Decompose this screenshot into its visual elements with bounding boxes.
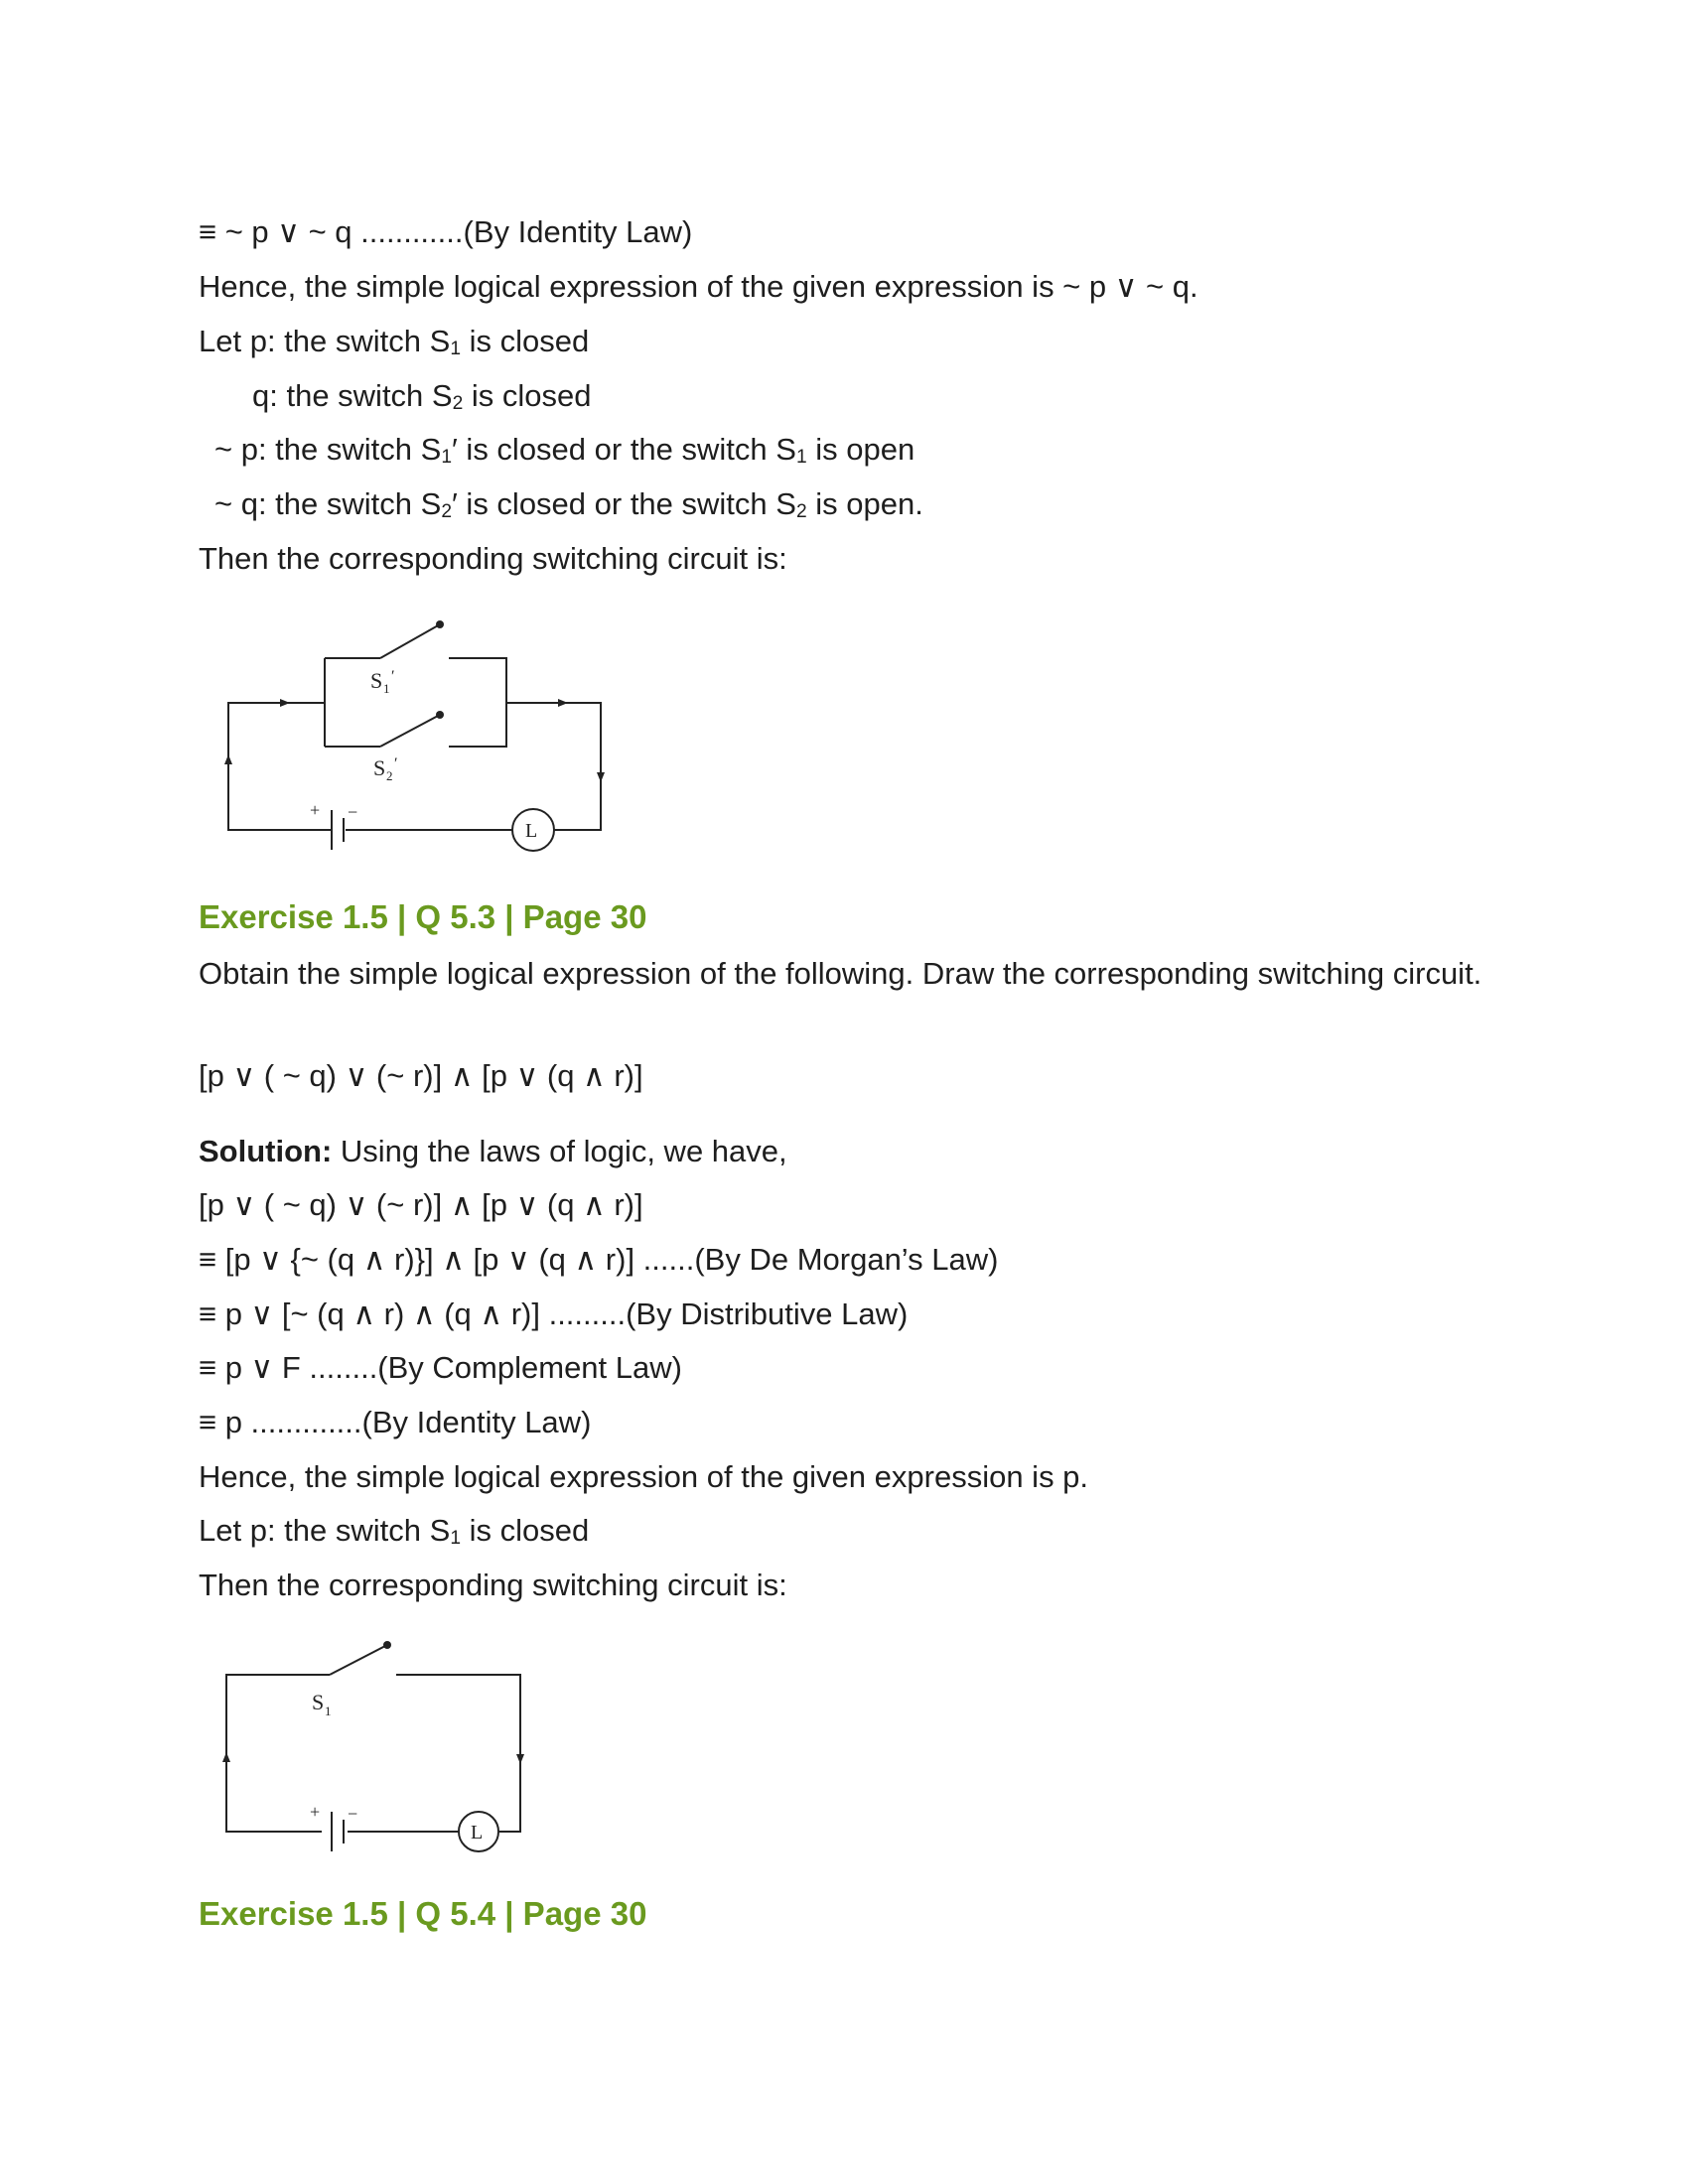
solution-step-3: ≡ p ∨ [~ (q ∧ r) ∧ (q ∧ r)] .........(By Distributive Law) bbox=[199, 1297, 909, 1331]
solution-step-4: ≡ p ∨ F ........(By Complement Law) bbox=[199, 1350, 682, 1385]
solution-step-5: ≡ p .............(By Identity Law) bbox=[199, 1405, 592, 1439]
not-q-statement: ~ q: the switch S2′ is closed or the switch S2 is open. bbox=[214, 486, 923, 522]
solution-step-2: ≡ [p ∨ {~ (q ∧ r)}] ∧ [p ∨ (q ∧ r)] ......(By De Morgan’s Law) bbox=[199, 1242, 999, 1277]
svg-text:S: S bbox=[373, 755, 386, 780]
solution-intro: Solution: Using the laws of logic, we have, bbox=[199, 1134, 787, 1168]
svg-text:+: + bbox=[310, 800, 321, 820]
svg-text:S: S bbox=[312, 1690, 325, 1714]
svg-text:′: ′ bbox=[394, 755, 398, 772]
svg-text:+: + bbox=[310, 1802, 321, 1822]
not-p-statement: ~ p: the switch S1′ is closed or the switch S1 is open bbox=[214, 432, 915, 468]
svg-text:S: S bbox=[370, 668, 383, 693]
circuit-intro: Then the corresponding switching circuit is: bbox=[199, 541, 787, 576]
svg-text:1: 1 bbox=[325, 1704, 332, 1718]
let-p-statement: Let p: the switch S1 is closed bbox=[199, 324, 590, 359]
solution-result: Hence, the simple logical expression of the given expression is p. bbox=[199, 1459, 1089, 1494]
switching-circuit-diagram-2 bbox=[199, 1633, 556, 1861]
question-expression: [p ∨ ( ~ q) ∨ (~ r)] ∧ [p ∨ (q ∧ r)] bbox=[199, 1058, 643, 1093]
svg-text:−: − bbox=[348, 1804, 358, 1824]
svg-text:L: L bbox=[471, 1822, 484, 1843]
exercise-heading: Exercise 1.5 | Q 5.3 | Page 30 bbox=[199, 898, 647, 935]
svg-text:2: 2 bbox=[386, 768, 393, 783]
solution-step-1: [p ∨ ( ~ q) ∨ (~ r)] ∧ [p ∨ (q ∧ r)] bbox=[199, 1187, 643, 1222]
switch-s1-prime bbox=[380, 624, 440, 658]
let-q-statement: q: the switch S2 is closed bbox=[252, 378, 592, 414]
question-text: Obtain the simple logical expression of the following. Draw the corresponding switching circuit. bbox=[199, 956, 1482, 991]
step-identity-law: ≡ ~ p ∨ ~ q ............(By Identity Law) bbox=[199, 214, 693, 249]
solution-circuit-intro: Then the corresponding switching circuit is: bbox=[199, 1568, 787, 1602]
svg-text:−: − bbox=[348, 802, 358, 822]
solution-let-p: Let p: the switch S1 is closed bbox=[199, 1513, 590, 1549]
svg-text:1: 1 bbox=[383, 681, 390, 696]
switch-s1 bbox=[330, 1645, 387, 1675]
svg-text:L: L bbox=[525, 820, 538, 842]
switching-circuit-diagram bbox=[199, 606, 635, 874]
exercise-heading-2: Exercise 1.5 | Q 5.4 | Page 30 bbox=[199, 1895, 647, 1932]
svg-text:′: ′ bbox=[391, 668, 395, 685]
solution-label: Solution: bbox=[199, 1134, 333, 1168]
switch-s2-prime bbox=[380, 715, 440, 747]
result-statement: Hence, the simple logical expression of the given expression is ~ p ∨ ~ q. bbox=[199, 269, 1198, 304]
